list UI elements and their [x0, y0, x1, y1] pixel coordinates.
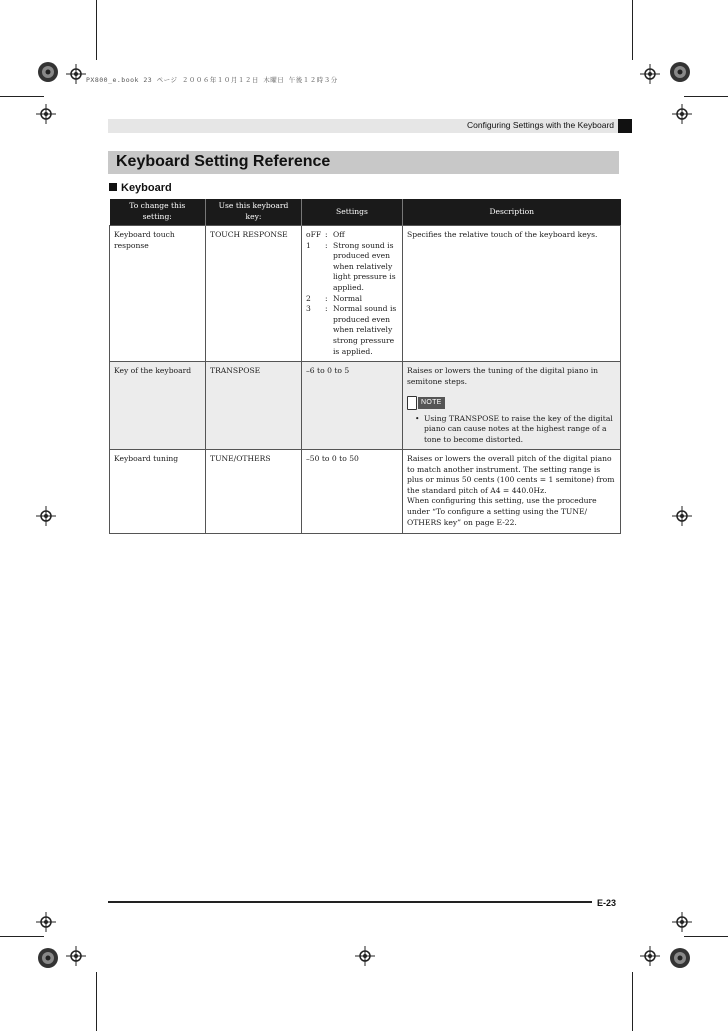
cell-setting: Keyboard touch response: [110, 226, 206, 362]
section-header-bar: [108, 119, 632, 133]
option-value: Normal sound is produced even when relatively strong pressure is applied.: [333, 304, 397, 356]
crosshair-target-icon: [66, 64, 86, 84]
column-header-key: Use this keyboard key:: [206, 199, 302, 226]
option-value: Strong sound is produced even when relatively light pressure is applied.: [333, 240, 396, 292]
crosshair-target-icon: [36, 104, 56, 124]
cell-key: TOUCH RESPONSE: [206, 226, 302, 362]
crosshair-target-icon: [36, 912, 56, 932]
section-header-text: Configuring Settings with the Keyboard: [467, 120, 614, 130]
cell-description: [403, 450, 621, 534]
print-slug: PX800_e.book 23 ページ ２００６年１０月１２日 木曜日 午後１２時３分: [86, 76, 338, 84]
cell-description: [403, 362, 621, 450]
option-key: 3: [306, 304, 311, 314]
option-row: [306, 294, 398, 305]
section-tab-marker: [618, 119, 632, 133]
note-item: [407, 414, 616, 446]
option-colon: :: [325, 304, 328, 314]
page-number: E-23: [597, 898, 617, 908]
crosshair-target-icon: [36, 506, 56, 526]
option-colon: :: [325, 230, 328, 239]
cell-settings: –50 to 0 to 50: [302, 450, 403, 534]
registration-mark-icon: [668, 60, 692, 84]
description-text: Raises or lowers the overall pitch of the digital piano to match another instrument. The setting range is plus or minus 50 cents (100 cents = 1 semitone) from the standard pitch of A4 = 440.0Hz.: [407, 454, 615, 495]
description-text: Raises or lowers the tuning of the digital piano in semitone steps.: [407, 366, 599, 386]
square-bullet-icon: [109, 183, 117, 191]
crop-line: [0, 96, 44, 97]
option-key: oFF: [306, 230, 322, 239]
table-row: [110, 450, 621, 534]
option-row: [306, 304, 398, 357]
cell-setting: Key of the keyboard: [110, 362, 206, 450]
option-key: 1: [306, 240, 311, 250]
cell-settings: –6 to 0 to 5: [302, 362, 403, 450]
cell-settings: [302, 226, 403, 362]
pencil-note-icon: [407, 396, 417, 410]
table-header-row: [110, 199, 621, 226]
option-row: [306, 241, 398, 294]
page-title: Keyboard Setting Reference: [116, 153, 331, 170]
crop-line: [684, 96, 728, 97]
option-value: Off: [333, 230, 345, 239]
bullet-icon: •: [415, 413, 420, 423]
crop-line: [96, 0, 97, 60]
cell-description: Specifies the relative touch of the keyboard keys.: [403, 226, 621, 362]
description-text: When configuring this setting, use the procedure under “To configure a setting using the TUNE/ OTHERS key” on page E-22.: [407, 496, 597, 527]
crosshair-target-icon: [672, 506, 692, 526]
page-title-bar: [108, 151, 619, 174]
option-colon: :: [325, 293, 328, 303]
subheading-text: Keyboard: [121, 182, 172, 194]
option-row: [306, 230, 398, 241]
crop-line: [632, 972, 633, 1031]
crosshair-target-icon: [640, 946, 660, 966]
crosshair-target-icon: [672, 104, 692, 124]
note-text: Using TRANSPOSE to raise the key of the digital piano can cause notes at the highest range of a tone to become distorted.: [424, 413, 613, 444]
column-header-description: Description: [403, 199, 621, 226]
option-value: Normal: [333, 293, 363, 303]
note-label: NOTE: [418, 397, 445, 410]
cell-setting: Keyboard tuning: [110, 450, 206, 534]
footer-rule: [108, 901, 592, 903]
cell-key: TUNE/OTHERS: [206, 450, 302, 534]
note-badge: [407, 396, 445, 410]
table-row: [110, 362, 621, 450]
crosshair-target-icon: [355, 946, 375, 966]
registration-mark-icon: [668, 946, 692, 970]
crosshair-target-icon: [640, 64, 660, 84]
table-row: [110, 226, 621, 362]
column-header-settings: Settings: [302, 199, 403, 226]
option-key: 2: [306, 293, 311, 303]
registration-mark-icon: [36, 60, 60, 84]
option-colon: :: [325, 240, 328, 250]
crosshair-target-icon: [672, 912, 692, 932]
registration-mark-icon: [36, 946, 60, 970]
crop-line: [632, 0, 633, 60]
subheading: [109, 182, 172, 194]
cell-key: TRANSPOSE: [206, 362, 302, 450]
crop-line: [684, 936, 728, 937]
column-header-setting: To change this setting:: [110, 199, 206, 226]
crop-line: [0, 936, 44, 937]
crosshair-target-icon: [66, 946, 86, 966]
keyboard-setting-table: [109, 199, 621, 534]
crop-line: [96, 972, 97, 1031]
